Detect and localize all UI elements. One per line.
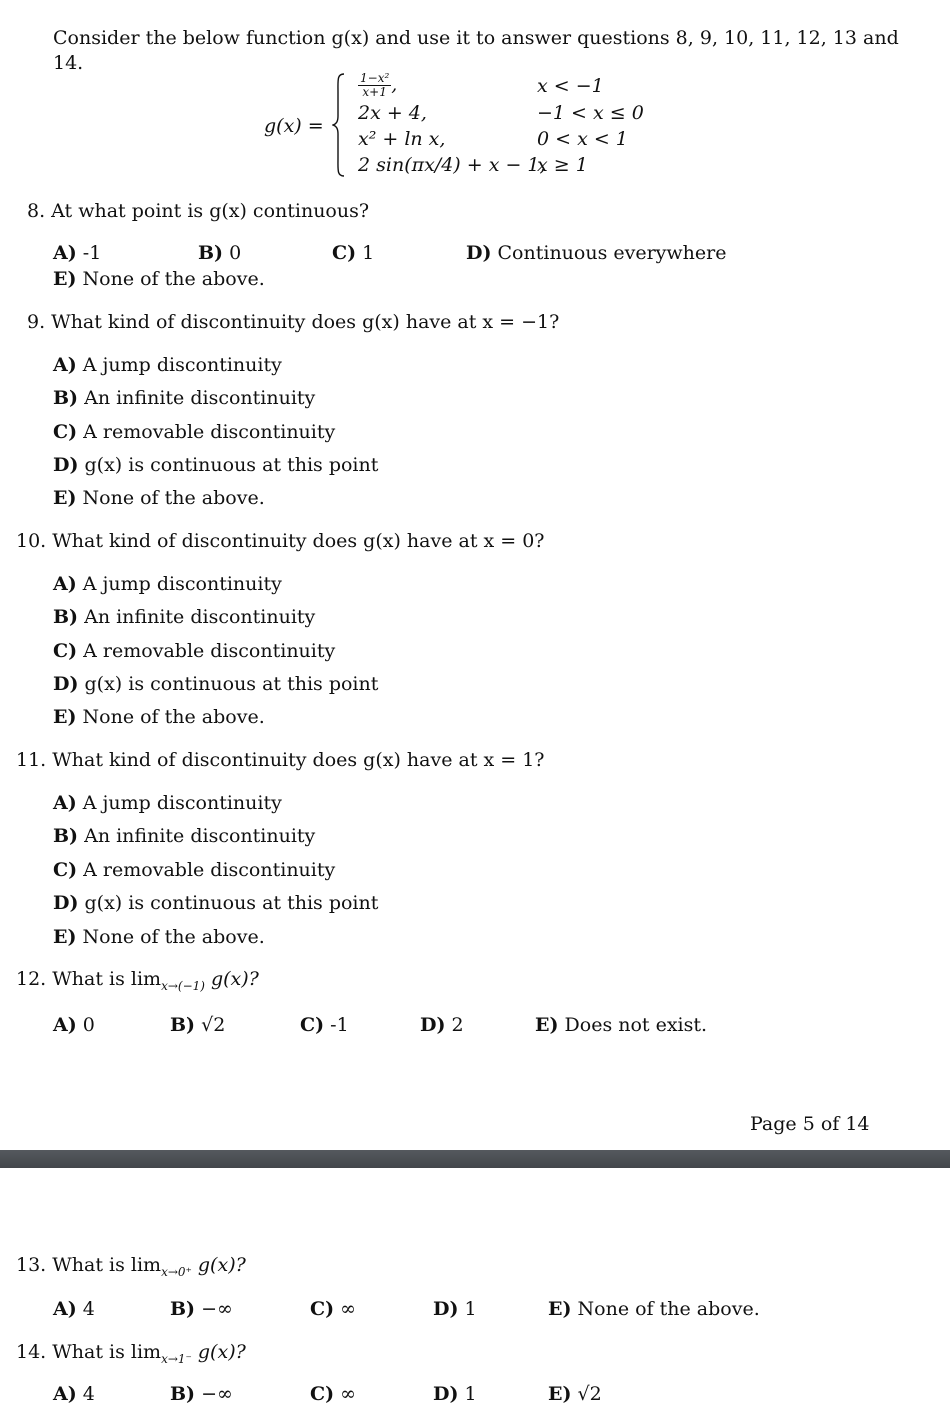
q9-option-a[interactable]: A) A jump discontinuity: [53, 354, 282, 376]
piece1-condition: x < −1: [537, 75, 604, 97]
q12-question: 12. What is $\lim_{x\to(-1)} g(x)$?: [16, 968, 259, 993]
page-divider: [0, 1150, 950, 1168]
q10-option-c[interactable]: C) A removable discontinuity: [53, 640, 336, 662]
piece2-condition: −1 < x ≤ 0: [537, 102, 644, 124]
q11-option-c[interactable]: C) A removable discontinuity: [53, 859, 336, 881]
q12-option-b[interactable]: B) √2: [170, 1014, 226, 1036]
q11-option-e[interactable]: E) None of the above.: [53, 926, 265, 948]
q14-option-b[interactable]: B) −∞: [170, 1383, 233, 1405]
piece1-numerator: 1−x²: [360, 71, 390, 85]
intro-line-1: Consider the below function g(x) and use it to answer questions 8, 9, 10, 11, 12, 13 and: [53, 27, 899, 49]
q9-option-b[interactable]: B) An infinite discontinuity: [53, 387, 316, 409]
piece1-expr: $\frac{\text{1−x²}}{x+1}$ ,: [360, 71, 398, 99]
q8-question: 8. At what point is g(x) continuous?: [27, 200, 370, 222]
q13-option-b[interactable]: B) −∞: [170, 1298, 233, 1320]
q10-question: 10. What kind of discontinuity does g(x) have at x = 0?: [16, 530, 545, 552]
piece1-denominator: x+1: [362, 85, 387, 99]
q8-option-e[interactable]: E) None of the above.: [53, 268, 265, 290]
q14-option-e[interactable]: E) √2: [548, 1383, 602, 1405]
q13-option-a[interactable]: A) 4: [53, 1298, 95, 1320]
intro-line-2: 14.: [53, 52, 84, 74]
q13-option-d[interactable]: D) 1: [433, 1298, 477, 1320]
piece4-condition: x ≥ 1: [537, 154, 588, 176]
piece3-expr: x² + ln x,: [358, 128, 446, 150]
q11-question: 11. What kind of discontinuity does g(x) have at x = 1?: [16, 749, 545, 771]
q14-option-a[interactable]: A) 4: [53, 1383, 95, 1405]
q10-option-a[interactable]: A) A jump discontinuity: [53, 573, 282, 595]
q10-option-e[interactable]: E) None of the above.: [53, 706, 265, 728]
q14-question: 14. What is $\lim_{x\to 1^-} g(x)$?: [16, 1341, 246, 1366]
q13-option-e[interactable]: E) None of the above.: [548, 1298, 760, 1320]
q8-option-b[interactable]: B) 0: [198, 242, 242, 264]
q9-option-d[interactable]: D) g(x) is continuous at this point: [53, 454, 379, 476]
q9-option-c[interactable]: C) A removable discontinuity: [53, 421, 336, 443]
left-brace-icon: [332, 72, 346, 178]
q11-option-b[interactable]: B) An infinite discontinuity: [53, 825, 316, 847]
q9-question: 9. What kind of discontinuity does g(x) have at x = −1?: [27, 311, 560, 333]
q10-option-b[interactable]: B) An infinite discontinuity: [53, 606, 316, 628]
q9-option-e[interactable]: E) None of the above.: [53, 487, 265, 509]
q13-question: 13. What is $\lim_{x\to 0^+} g(x)$?: [16, 1254, 246, 1279]
piece4-expr: 2 sin(πx/4) + x − 1,: [358, 154, 546, 176]
function-lhs: g(x) =: [264, 115, 324, 137]
q8-option-d[interactable]: D) Continuous everywhere: [466, 242, 727, 264]
q14-option-d[interactable]: D) 1: [433, 1383, 477, 1405]
q12-option-a[interactable]: A) 0: [53, 1014, 95, 1036]
q12-option-e[interactable]: E) Does not exist.: [535, 1014, 708, 1036]
piece3-condition: 0 < x < 1: [537, 128, 628, 150]
q12-option-d[interactable]: D) 2: [420, 1014, 464, 1036]
piece2-expr: 2x + 4,: [358, 102, 427, 124]
q11-option-a[interactable]: A) A jump discontinuity: [53, 792, 282, 814]
q12-option-c[interactable]: C) -1: [300, 1014, 349, 1036]
q14-option-c[interactable]: C) ∞: [310, 1383, 356, 1405]
q10-option-d[interactable]: D) g(x) is continuous at this point: [53, 673, 379, 695]
page-number: Page 5 of 14: [750, 1113, 870, 1135]
q13-option-c[interactable]: C) ∞: [310, 1298, 356, 1320]
q11-option-d[interactable]: D) g(x) is continuous at this point: [53, 892, 379, 914]
q8-option-c[interactable]: C) 1: [332, 242, 375, 264]
q8-option-a[interactable]: A) -1: [53, 242, 102, 264]
